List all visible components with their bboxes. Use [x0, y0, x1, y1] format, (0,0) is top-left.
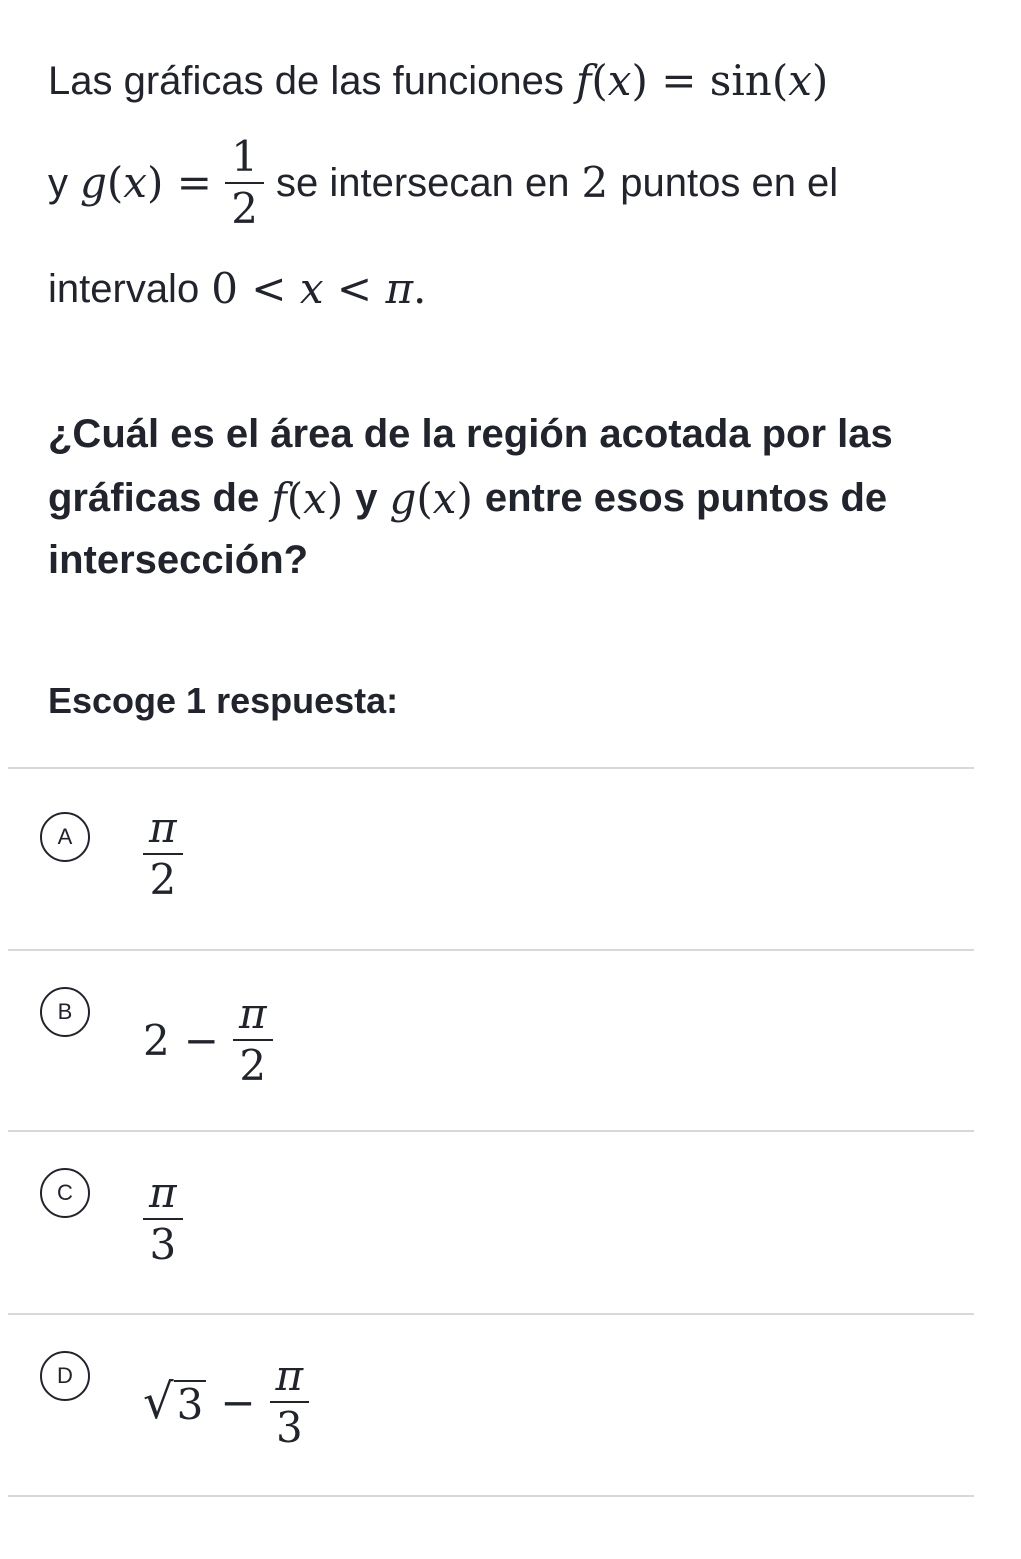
choice-a-radio[interactable]: [40, 812, 90, 862]
period: .: [413, 264, 427, 313]
g-definition: g ( x ) = $\frac{1}{2}$: [80, 136, 264, 230]
question-line-1: [48, 56, 829, 105]
question-intro: Las gráficas de las funciones: [48, 59, 564, 103]
intersect-text: se intersecan en: [275, 161, 570, 205]
choose-answer-label: Escoge 1 respuesta:: [48, 680, 399, 721]
square-root: [143, 1374, 206, 1430]
g-symbol: g: [80, 158, 107, 207]
x-symbol: x: [299, 264, 324, 313]
f-symbol: f: [271, 474, 287, 523]
intersection-count: 2: [581, 158, 609, 207]
x-symbol: x: [432, 474, 457, 523]
radical-sign: √: [143, 1374, 174, 1430]
choice-d-radio[interactable]: [40, 1351, 90, 1401]
fraction-denominator: 3: [149, 1220, 177, 1269]
choice-a-expression: [143, 803, 183, 904]
prompt-between-points: entre esos puntos de: [484, 476, 888, 520]
fraction-denominator: 2: [231, 184, 258, 233]
x-symbol: x: [788, 56, 812, 105]
x-symbol: x: [303, 474, 327, 523]
choice-c-radio[interactable]: [40, 1168, 90, 1218]
choice-b-integer: 2: [143, 1015, 170, 1065]
choice-b[interactable]: [8, 951, 974, 1130]
prompt-graphs-of: gráficas de: [48, 476, 260, 520]
choice-c[interactable]: [8, 1132, 974, 1313]
divider: [8, 1495, 974, 1497]
prompt-line-2: [48, 474, 887, 523]
choice-a-letter: A: [57, 824, 73, 849]
fraction-numerator: π: [238, 989, 267, 1038]
f-definition: f(x) = sin(x): [575, 56, 829, 105]
choice-a[interactable]: [8, 769, 974, 949]
interval-expression: 0 < x < π.: [211, 264, 427, 313]
g-of-x: g(x): [389, 474, 473, 523]
radicand: 3: [174, 1380, 207, 1426]
pi-over-3-fraction: [143, 1168, 183, 1269]
conjunction-y: y: [48, 161, 68, 205]
fraction-numerator: 1: [231, 132, 258, 181]
pi-over-3-fraction: [270, 1351, 310, 1452]
pi-over-2-fraction: [143, 803, 183, 904]
g-symbol: g: [389, 474, 417, 523]
x-symbol: x: [123, 158, 147, 207]
f-symbol: f: [575, 56, 592, 105]
fraction-denominator: 2: [239, 1041, 267, 1090]
sin-function: sin: [709, 56, 772, 105]
minus-operator: −: [220, 1377, 256, 1427]
choice-b-letter: B: [57, 999, 73, 1024]
fraction-numerator: π: [275, 1351, 304, 1400]
choice-d[interactable]: [8, 1315, 974, 1495]
choice-b-radio[interactable]: [40, 987, 90, 1037]
fraction-denominator: 2: [149, 855, 177, 904]
choice-c-letter: C: [57, 1180, 73, 1205]
fraction-numerator: π: [149, 1168, 177, 1217]
x-symbol: x: [607, 56, 632, 105]
answer-choices: [8, 767, 974, 1497]
zero-value: 0: [211, 264, 238, 313]
interval-label: intervalo: [48, 267, 200, 311]
pi-symbol: π: [385, 264, 414, 313]
pi-over-2-fraction: [233, 989, 273, 1090]
one-half-fraction: [225, 132, 264, 233]
question-line-3: [48, 264, 427, 313]
prompt-line-1: ¿Cuál es el área de la región acotada por las: [48, 412, 893, 456]
choice-c-expression: [143, 1168, 183, 1269]
minus-operator: −: [183, 1015, 219, 1065]
choice-d-expression: [143, 1351, 309, 1452]
points-text: puntos en el: [620, 161, 839, 205]
choice-d-letter: D: [57, 1363, 73, 1388]
conjunction-y: y: [355, 476, 378, 520]
question-line-2: [48, 132, 839, 233]
choice-b-expression: [143, 989, 273, 1090]
fraction-numerator: π: [149, 803, 177, 852]
f-of-x: f(x): [271, 474, 344, 523]
fraction-denominator: 3: [275, 1403, 303, 1452]
prompt-line-3: intersección?: [48, 538, 309, 582]
